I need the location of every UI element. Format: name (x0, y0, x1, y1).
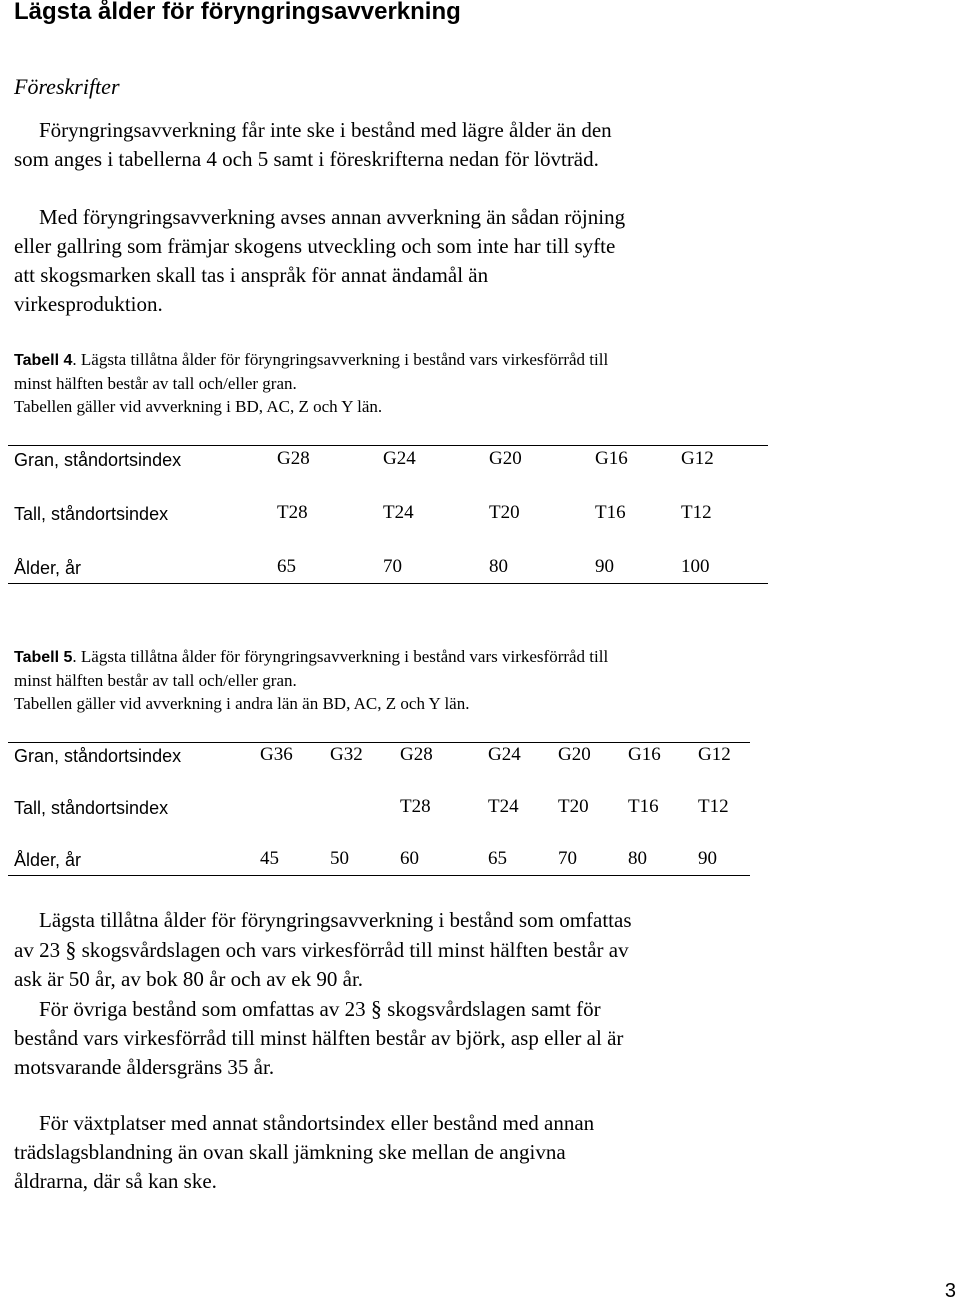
section-sign: § (65, 937, 77, 962)
table-cell: G20 (558, 744, 591, 765)
table5-top-rule (8, 742, 750, 743)
paragraph-regulation (14, 116, 612, 174)
table4-bottom-rule (8, 583, 768, 584)
table5-caption-line: minst hälften består av tall och/eller gran. (14, 671, 297, 690)
table5-bottom-rule (8, 875, 750, 876)
text-line: trädslagsblandning än ovan skall jämkning ske mellan de angivna (14, 1140, 566, 1164)
table-cell: T12 (681, 502, 712, 523)
table-cell: 100 (681, 556, 710, 577)
section-sign: § (370, 996, 382, 1021)
table-cell: 80 (628, 848, 647, 869)
table-cell: T12 (698, 796, 729, 817)
table-cell: 90 (595, 556, 614, 577)
paragraph-adjustment (14, 1109, 594, 1196)
table-cell: G24 (383, 448, 416, 469)
paragraph-definition (14, 203, 625, 319)
table-cell: 45 (260, 848, 279, 869)
table5-caption-text: . Lägsta tillåtna ålder för föryngringsavverkning i bestånd vars virkesförråd till (72, 647, 609, 666)
table-cell: 80 (489, 556, 508, 577)
table-cell: T16 (628, 796, 659, 817)
table-cell: 50 (330, 848, 349, 869)
text-line: motsvarande åldersgräns 35 år. (14, 1055, 275, 1079)
table-cell: G16 (595, 448, 628, 469)
text-line: bestånd vars virkesförråd till minst hälften består av björk, asp eller al är (14, 1026, 624, 1050)
table-cell: 65 (277, 556, 296, 577)
text-line: Lägsta tillåtna ålder för föryngringsavverkning i bestånd som omfattas (39, 908, 632, 932)
table-cell: G20 (489, 448, 522, 469)
table-row-label: Tall, ståndortsindex (14, 798, 169, 818)
text-line: För växtplatser med annat ståndortsindex eller bestånd med annan (39, 1111, 595, 1135)
table-row-label: Gran, ståndortsindex (14, 746, 182, 766)
text-line: ask är 50 år, av bok 80 år och av ek 90 år. (14, 967, 364, 991)
table-cell: 60 (400, 848, 419, 869)
table-row-label: Ålder, år (14, 850, 82, 870)
text-line: virkesproduktion. (14, 292, 163, 316)
text-line: att skogsmarken skall tas i anspråk för annat ändamål än (14, 263, 489, 287)
table-cell: 90 (698, 848, 717, 869)
table-cell: 65 (488, 848, 507, 869)
page-number: 3 (944, 1280, 956, 1302)
table5-caption (14, 645, 608, 715)
table4-caption-line: minst hälften består av tall och/eller gran. (14, 374, 297, 393)
table-cell: T20 (489, 502, 520, 523)
table4-top-rule (8, 445, 768, 446)
table-cell: T16 (595, 502, 626, 523)
table-cell: G32 (330, 744, 363, 765)
text-line: åldrarna, där så kan ske. (14, 1169, 217, 1193)
table-cell: T20 (558, 796, 589, 817)
table-row-label: Tall, ståndortsindex (14, 504, 169, 524)
table-cell: 70 (383, 556, 402, 577)
table4-caption-text: . Lägsta tillåtna ålder för föryngringsavverkning i bestånd vars virkesförråd till (72, 350, 609, 369)
table-cell: T28 (277, 502, 308, 523)
page-title: Lägsta ålder för föryngringsavverkning (14, 0, 461, 25)
table-cell: 70 (558, 848, 577, 869)
table-cell: G16 (628, 744, 661, 765)
table-cell: T28 (400, 796, 431, 817)
table-cell: G12 (681, 448, 714, 469)
table5-caption-line: Tabellen gäller vid avverkning i andra län än BD, AC, Z och Y län. (14, 694, 470, 713)
table4-caption-line: Tabellen gäller vid avverkning i BD, AC, Z och Y län. (14, 397, 383, 416)
table-cell: G24 (488, 744, 521, 765)
table-cell: G28 (277, 448, 310, 469)
table4-caption (14, 348, 608, 418)
table-row-label: Ålder, år (14, 558, 82, 578)
text-line: Föryngringsavverkning får inte ske i bestånd med lägre ålder än den (39, 118, 612, 142)
table-cell: T24 (383, 502, 414, 523)
table4-caption-label: Tabell 4 (14, 352, 73, 369)
table-cell: G28 (400, 744, 433, 765)
paragraph-hardwood (14, 906, 632, 1082)
table-cell: T24 (488, 796, 519, 817)
table-cell: G12 (698, 744, 731, 765)
section-subheading: Föreskrifter (14, 74, 120, 99)
text-line: För övriga bestånd som omfattas av 23 § skogsvårdslagen samt för (39, 996, 601, 1021)
table-row-label: Gran, ståndortsindex (14, 450, 182, 470)
text-line: Med föryngringsavverkning avses annan avverkning än sådan röjning (39, 205, 626, 229)
table-cell: G36 (260, 744, 293, 765)
text-line: som anges i tabellerna 4 och 5 samt i föreskrifterna nedan för lövträd. (14, 147, 599, 171)
table5-caption-label: Tabell 5 (14, 649, 73, 666)
text-line: av 23 § skogsvårdslagen och vars virkesförråd till minst hälften består av (14, 937, 629, 962)
text-line: eller gallring som främjar skogens utveckling och som inte har till syfte (14, 234, 616, 258)
